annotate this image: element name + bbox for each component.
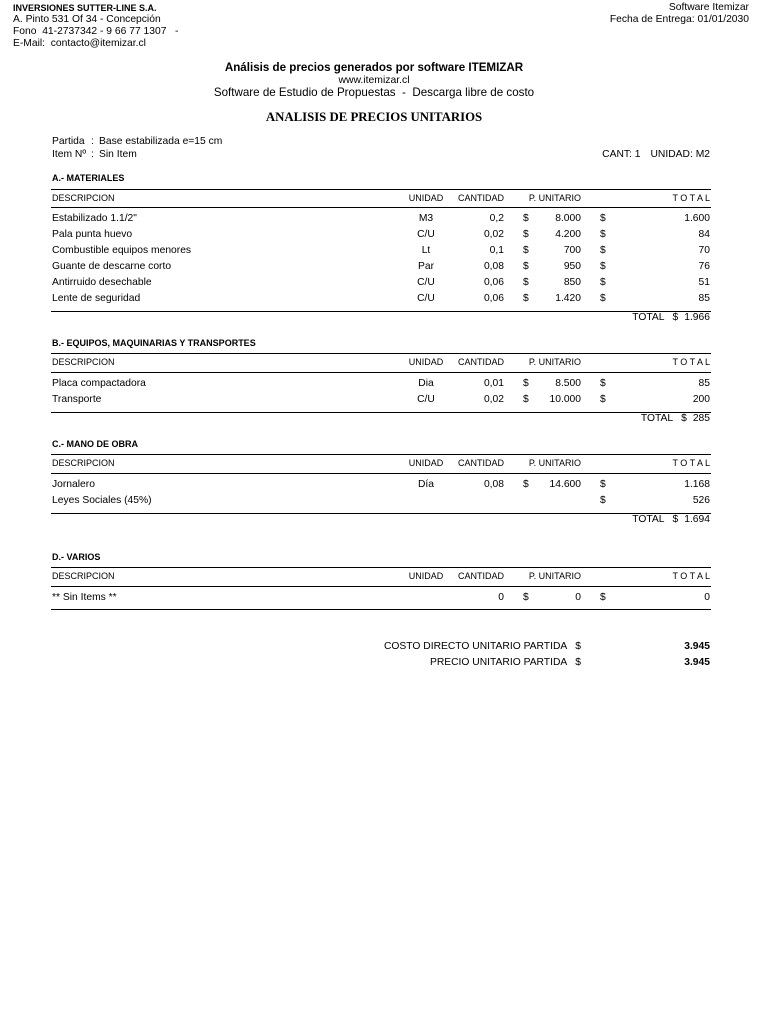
- item-value: Sin Item: [99, 149, 137, 160]
- cell-unit: Dia: [418, 378, 434, 389]
- divider: [51, 473, 711, 474]
- column-header-description: DESCRIPCION: [52, 458, 115, 468]
- cell-quantity: 0,06: [483, 277, 504, 288]
- website: www.itemizar.cl: [338, 75, 410, 86]
- cell-unit: Día: [417, 479, 435, 490]
- table-row: [0, 479, 768, 491]
- column-header-quantity: CANTIDAD: [457, 193, 504, 203]
- currency-symbol: $: [600, 495, 606, 506]
- cell-unit: Par: [417, 261, 435, 272]
- divider: [51, 353, 711, 354]
- partida-value: Base estabilizada e=15 cm: [99, 136, 223, 147]
- section-title-equipos: B.- EQUIPOS, MAQUINARIAS Y TRANSPORTES: [52, 338, 256, 348]
- currency-symbol: $: [600, 378, 606, 389]
- item-label: Item Nº: [52, 149, 87, 160]
- divider: [51, 586, 711, 587]
- currency-symbol: $: [600, 592, 606, 603]
- column-header-unit: UNIDAD: [408, 193, 444, 203]
- section-total-label: TOTAL: [632, 514, 665, 525]
- table-row: [0, 495, 768, 507]
- section-total-value: 285: [692, 413, 710, 424]
- column-header-total: T O T A L: [672, 357, 710, 367]
- partida-label: Partida: [52, 136, 85, 147]
- cell-quantity: 0,08: [483, 479, 504, 490]
- cell-description: Transporte: [52, 394, 102, 405]
- table-row: [0, 213, 768, 225]
- table-row: [0, 229, 768, 241]
- unit-price-row: [430, 657, 581, 669]
- cell-quantity: 0,02: [483, 229, 504, 240]
- cell-quantity: 0,1: [489, 245, 504, 256]
- cell-unit-price: 14.600: [549, 479, 581, 490]
- report-heading: Análisis de precios generados por software ITEMIZAR: [224, 61, 524, 74]
- currency-symbol: $: [523, 229, 529, 240]
- cell-description: Antirruido desechable: [52, 277, 152, 288]
- cell-description: Estabilizado 1.1/2": [52, 213, 137, 224]
- partida-separator: :: [91, 136, 94, 147]
- currency-symbol: $: [523, 261, 529, 272]
- column-header-unit-price: P. UNITARIO: [528, 458, 581, 468]
- table-row: [0, 378, 768, 390]
- currency-symbol: $: [600, 245, 606, 256]
- column-header-total: T O T A L: [672, 571, 710, 581]
- cell-unit: C/U: [417, 394, 435, 405]
- divider: [51, 454, 711, 455]
- cell-total: 85: [698, 293, 710, 304]
- cell-unit: Lt: [421, 245, 431, 256]
- cell-unit-price: 4.200: [555, 229, 581, 240]
- currency-symbol: $: [600, 277, 606, 288]
- cell-quantity: 0,08: [483, 261, 504, 272]
- divider: [51, 372, 711, 373]
- cell-description: Combustible equipos menores: [52, 245, 192, 256]
- cell-description: Jornalero: [52, 479, 95, 490]
- cell-unit-price: 1.420: [555, 293, 581, 304]
- currency-symbol: $: [523, 277, 529, 288]
- currency-symbol: $: [575, 657, 581, 668]
- cell-unit-price: 850: [563, 277, 581, 288]
- divider: [51, 513, 711, 514]
- cell-description: Leyes Sociales (45%): [52, 495, 152, 506]
- column-header-description: DESCRIPCION: [52, 357, 115, 367]
- cell-description: Guante de descarne corto: [52, 261, 172, 272]
- cell-unit: C/U: [417, 293, 435, 304]
- cell-quantity: 0,01: [483, 378, 504, 389]
- company-phone: Fono 41-2737342 - 9 66 77 1307 -: [13, 26, 179, 37]
- cell-unit-price: 8.000: [555, 213, 581, 224]
- cell-total: 200: [692, 394, 710, 405]
- column-header-quantity: CANTIDAD: [457, 357, 504, 367]
- table-header-row: [0, 570, 768, 582]
- cell-description: Lente de seguridad: [52, 293, 141, 304]
- currency-symbol: $: [600, 229, 606, 240]
- section-title-materiales: A.- MATERIALES: [52, 173, 125, 183]
- cell-unit-price: 0: [575, 592, 581, 603]
- column-header-description: DESCRIPCION: [52, 193, 115, 203]
- company-address: A. Pinto 531 Of 34 - Concepción: [13, 14, 161, 25]
- software-name: Software Itemizar: [668, 2, 749, 13]
- cell-total: 1.168: [684, 479, 710, 490]
- table-header-row: [0, 356, 768, 368]
- table-row: [0, 394, 768, 406]
- report-subtitle: Software de Estudio de Propuestas - Descarga libre de costo: [213, 86, 535, 99]
- currency-symbol: $: [523, 293, 529, 304]
- cell-quantity: 0,02: [483, 394, 504, 405]
- currency-symbol: $: [600, 394, 606, 405]
- cell-unit-price: 10.000: [549, 394, 581, 405]
- unit-info: UNIDAD: M2: [650, 149, 710, 160]
- section-title-varios: D.- VARIOS: [52, 552, 101, 562]
- divider: [51, 189, 711, 190]
- section-total-value: 1.966: [684, 312, 710, 323]
- cell-quantity: 0: [498, 592, 504, 603]
- unit-price-value: 3.945: [684, 657, 710, 668]
- column-header-unit-price: P. UNITARIO: [528, 193, 581, 203]
- cell-total: 76: [698, 261, 710, 272]
- column-header-quantity: CANTIDAD: [457, 458, 504, 468]
- cell-total: 85: [698, 378, 710, 389]
- currency-symbol: $: [523, 592, 529, 603]
- currency-symbol: $: [672, 514, 679, 525]
- column-header-unit: UNIDAD: [408, 357, 444, 367]
- column-header-total: T O T A L: [672, 458, 710, 468]
- currency-symbol: $: [681, 413, 687, 424]
- cell-description: Pala punta huevo: [52, 229, 133, 240]
- cell-unit-price: 700: [563, 245, 581, 256]
- cell-unit-price: 8.500: [555, 378, 581, 389]
- currency-symbol: $: [600, 213, 606, 224]
- quantity-info: CANT: 1: [602, 149, 641, 160]
- direct-cost-label: COSTO DIRECTO UNITARIO PARTIDA: [383, 641, 568, 652]
- item-separator: :: [91, 149, 94, 160]
- table-row: [0, 293, 768, 305]
- currency-symbol: $: [523, 394, 529, 405]
- cell-total: 70: [698, 245, 710, 256]
- cell-description: ** Sin Items **: [52, 592, 117, 603]
- report-title: ANALISIS DE PRECIOS UNITARIOS: [265, 110, 483, 124]
- unit-price-label: PRECIO UNITARIO PARTIDA: [429, 657, 568, 668]
- cell-quantity: 0,06: [483, 293, 504, 304]
- currency-symbol: $: [523, 213, 529, 224]
- column-header-unit-price: P. UNITARIO: [528, 357, 581, 367]
- currency-symbol: $: [523, 245, 529, 256]
- currency-symbol: $: [523, 378, 529, 389]
- column-header-unit: UNIDAD: [408, 571, 444, 581]
- divider: [51, 567, 711, 568]
- currency-symbol: $: [600, 293, 606, 304]
- cell-unit: C/U: [417, 229, 435, 240]
- company-email: E-Mail: contacto@itemizar.cl: [13, 38, 146, 49]
- cell-unit-price: 950: [563, 261, 581, 272]
- section-total-row: [632, 312, 710, 324]
- currency-symbol: $: [600, 479, 606, 490]
- divider: [51, 609, 711, 610]
- cell-total: 526: [692, 495, 710, 506]
- currency-symbol: $: [575, 641, 581, 652]
- cell-unit: C/U: [417, 277, 435, 288]
- section-total-value: 1.694: [684, 514, 710, 525]
- cell-total: 84: [698, 229, 710, 240]
- column-header-unit: UNIDAD: [408, 458, 444, 468]
- column-header-quantity: CANTIDAD: [457, 571, 504, 581]
- section-total-row: [632, 514, 710, 526]
- cell-description: Placa compactadora: [52, 378, 146, 389]
- currency-symbol: $: [600, 261, 606, 272]
- table-row: [0, 592, 768, 604]
- divider: [51, 311, 711, 312]
- delivery-date: Fecha de Entrega: 01/01/2030: [609, 14, 749, 25]
- section-total-label: TOTAL: [640, 413, 674, 424]
- table-header-row: [0, 192, 768, 204]
- currency-symbol: $: [523, 479, 529, 490]
- section-total-row: [641, 413, 710, 425]
- table-row: [0, 261, 768, 273]
- section-total-label: TOTAL: [632, 312, 665, 323]
- table-row: [0, 245, 768, 257]
- cell-quantity: 0,2: [489, 213, 504, 224]
- cell-unit: M3: [418, 213, 434, 224]
- cell-total: 51: [698, 277, 710, 288]
- quantity-unit-info: [602, 149, 710, 161]
- section-title-mano-de-obra: C.- MANO DE OBRA: [52, 439, 138, 449]
- table-header-row: [0, 457, 768, 469]
- column-header-description: DESCRIPCION: [52, 571, 115, 581]
- cell-total: 1.600: [684, 213, 710, 224]
- direct-cost-value: 3.945: [684, 641, 710, 652]
- column-header-unit-price: P. UNITARIO: [528, 571, 581, 581]
- table-row: [0, 277, 768, 289]
- divider: [51, 412, 711, 413]
- company-name: INVERSIONES SUTTER-LINE S.A.: [13, 3, 157, 13]
- column-header-total: T O T A L: [672, 193, 710, 203]
- divider: [51, 207, 711, 208]
- direct-cost-row: [384, 641, 581, 653]
- cell-total: 0: [704, 592, 710, 603]
- currency-symbol: $: [672, 312, 679, 323]
